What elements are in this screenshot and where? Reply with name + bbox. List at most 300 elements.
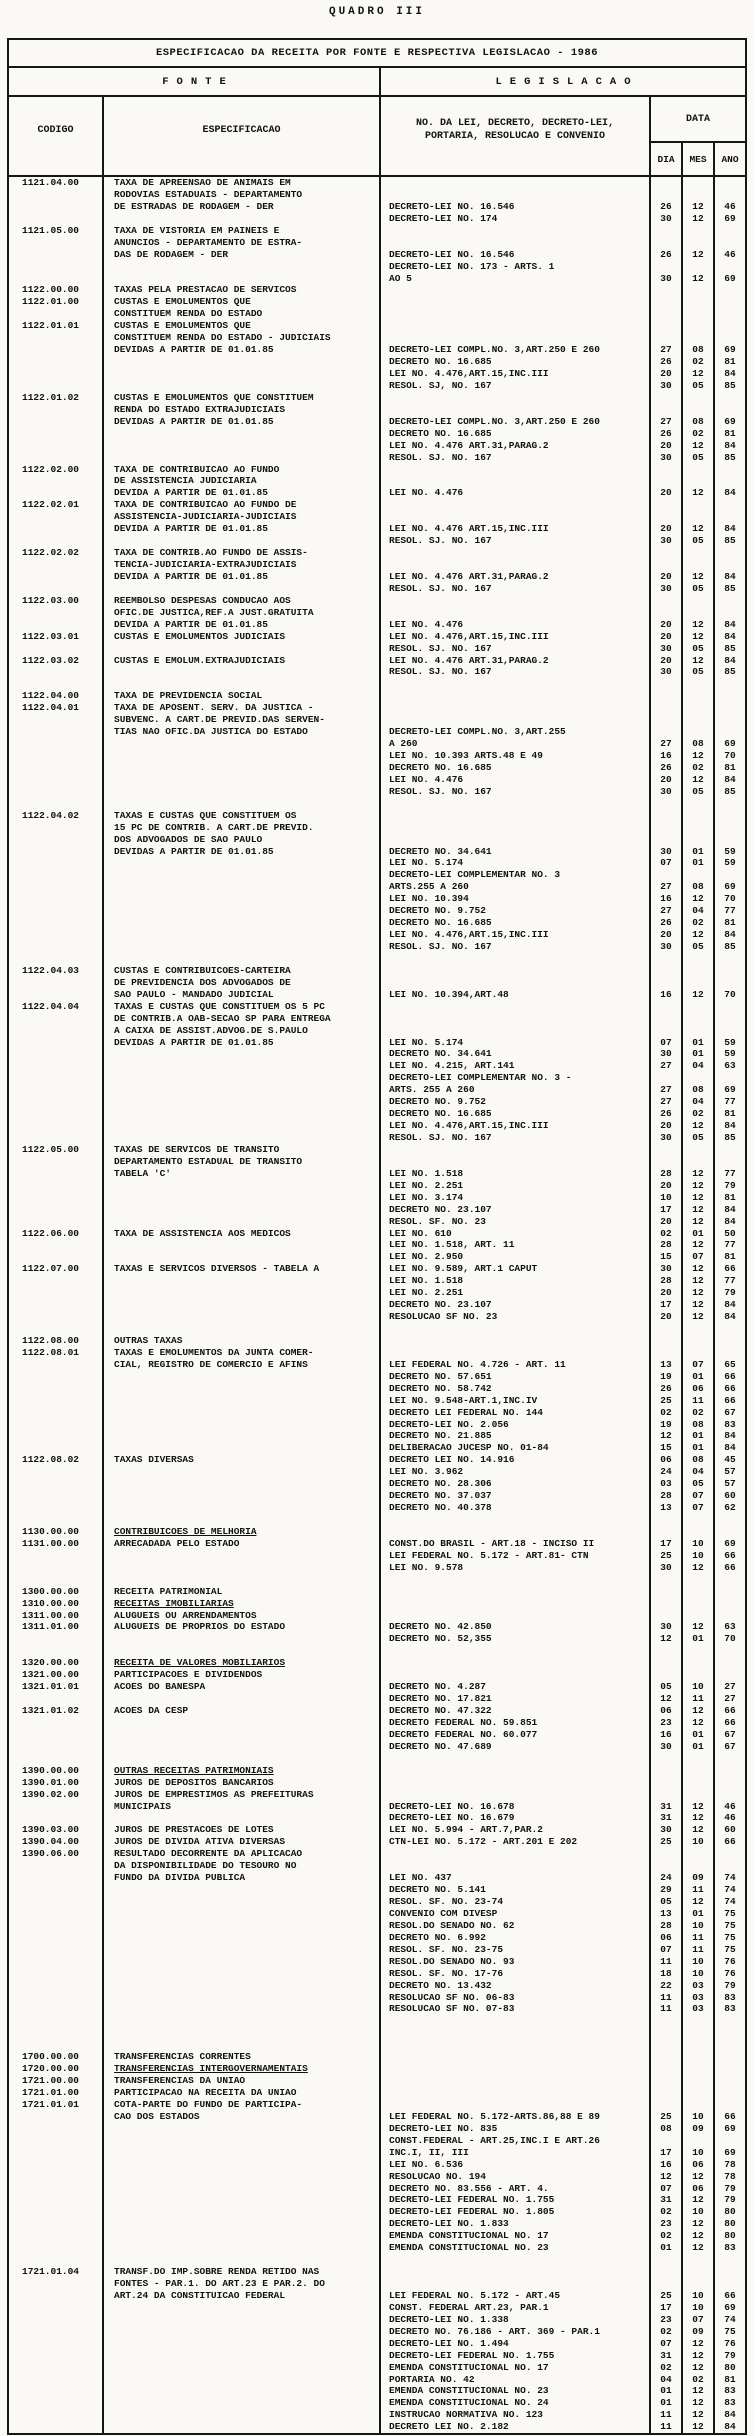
table-row [9,2159,745,2171]
ano-cell: 84 [724,618,736,630]
codigo-cell [9,1574,104,1586]
codigo-cell [9,1275,104,1287]
dia-cell: 24 [651,1466,683,1478]
mes-cell: 12 [683,2350,715,2362]
legislacao-cell: DECRETO NO. 16.685 [381,917,651,929]
legislacao-cell: LEI NO. 4.476 [381,487,651,499]
ano-cell [715,1144,745,1156]
codigo-cell: 1700.00.00 [9,2051,104,2063]
ano-cell [715,2135,745,2147]
codigo-cell [9,1359,104,1371]
codigo-cell [9,2027,104,2039]
legislacao-cell: RESOL. SJ. NO. 167 [381,535,651,547]
mes-cell: 12 [683,1120,715,1132]
legislacao-cell: DECRETO NO. 83.556 - ART. 4. [381,2183,651,2195]
mes-cell: 12 [683,774,715,786]
dia-cell [651,261,683,273]
mes-cell: 01 [683,1908,715,1920]
legislacao-cell: RESOL. SJ. NO. 167 [381,666,651,678]
especificacao-cell: DEVIDA A PARTIR DE 01.01.85 [104,619,381,631]
table-row [9,2111,745,2123]
dia-cell: 30 [651,846,683,858]
codigo-cell [9,1980,104,1992]
mes-cell: 12 [683,2397,715,2409]
ano-cell: 75 [724,1943,736,1955]
especificacao-cell [104,929,381,941]
mes-cell: 12 [683,273,715,285]
ano-cell: 69 [724,415,736,427]
dia-cell: 02 [651,2230,683,2242]
especificacao-cell: CIAL, REGISTRO DE COMERCIO E AFINS [104,1359,381,1371]
dia-cell: 23 [651,2218,683,2230]
table-row [9,726,745,738]
mes-cell: 05 [683,643,715,655]
ano-cell: 83 [724,2242,736,2254]
ano-cell: 79 [724,1979,736,1991]
legislacao-cell: DECRETO LEI NO. 14.916 [381,1454,651,1466]
especificacao-cell [104,1490,381,1502]
codigo-cell [9,1084,104,1096]
mes-cell [683,595,715,607]
especificacao-cell: DA DISPONIBILIDADE DO TESOURO NO [104,1860,381,1872]
codigo-cell [9,2183,104,2195]
legislacao-cell [381,332,651,344]
table-row [9,2147,745,2159]
codigo-cell [9,261,104,273]
ano-cell [715,1860,745,1872]
codigo-cell [9,1287,104,1299]
legislacao-cell: EMENDA CONSTITUCIONAL NO. 17 [381,2362,651,2374]
ano-cell: 59 [724,857,736,869]
legislacao-cell: DECRETO NO. 16.685 [381,762,651,774]
codigo-cell [9,380,104,392]
dia-cell [651,702,683,714]
especificacao-cell [104,869,381,881]
legislacao-cell [381,798,651,810]
ano-cell [715,2278,745,2290]
legislacao-cell: DECRETO NO. 47.689 [381,1741,651,1753]
table-row [9,846,745,858]
legislacao-cell [381,977,651,989]
mes-cell: 12 [683,1192,715,1204]
mes-cell: 07 [683,1502,715,1514]
codigo-cell [9,2123,104,2135]
especificacao-cell: CUSTAS E EMOLUMENTOS QUE [104,320,381,332]
ano-cell [715,1848,745,1860]
legislacao-cell: DECRETO NO. 4.287 [381,1681,651,1693]
dia-cell [651,1574,683,1586]
table-row [9,690,745,702]
mes-cell [683,2015,715,2027]
mes-cell [683,965,715,977]
especificacao-cell: DE ESTRADAS DE RODAGEM - DER [104,201,381,213]
table-row [9,1239,745,1251]
mes-cell [683,1789,715,1801]
especificacao-cell [104,2206,381,2218]
mes-cell [683,284,715,296]
dia-cell: 30 [651,583,683,595]
ano-cell: 66 [724,1549,736,1561]
table-row [9,905,745,917]
ano-cell: 65 [724,1358,736,1370]
ano-cell: 85 [724,941,736,952]
especificacao-cell: ARRECADADA PELO ESTADO [104,1538,381,1550]
dia-cell [651,977,683,989]
table-row [9,1419,745,1431]
especificacao-cell: CUSTAS E CONTRIBUICOES-CARTEIRA [104,965,381,977]
legislacao-cell: AO 5 [381,273,651,285]
table-row [9,1777,745,1789]
legislacao-cell [381,953,651,965]
table-row [9,2374,745,2386]
legislacao-cell [381,2015,651,2027]
table-row [9,1216,745,1228]
especificacao-cell [104,1442,381,1454]
ano-cell [715,237,745,249]
codigo-cell [9,571,104,583]
codigo-cell [9,308,104,320]
legislacao-cell: LEI FEDERAL NO. 5.172 - ART.45 [381,2290,651,2302]
mes-cell [683,607,715,619]
ano-cell: 84 [724,1311,736,1323]
legislacao-cell [381,1144,651,1156]
mes-cell [683,511,715,523]
dia-cell: 20 [651,655,683,667]
legislacao-cell: LEI NO. 4.476,ART.15,INC.III [381,929,651,941]
especificacao-cell [104,2374,381,2386]
especificacao-cell: RODOVIAS ESTADUAIS - DEPARTAMENTO [104,189,381,201]
table-row [9,2397,745,2409]
table-row [9,941,745,953]
codigo-cell [9,189,104,201]
dia-cell [651,404,683,416]
dia-cell: 07 [651,2183,683,2195]
ano-cell [715,1335,745,1347]
especificacao-cell [104,2397,381,2409]
dia-cell: 11 [651,1992,683,2004]
dia-cell [651,810,683,822]
codigo-cell [9,881,104,893]
especificacao-cell: DEVIDA A PARTIR DE 01.01.85 [104,523,381,535]
mes-cell [683,1574,715,1586]
codigo-cell [9,846,104,858]
especificacao-cell [104,273,381,285]
legislacao-cell [381,607,651,619]
dia-cell: 20 [651,1216,683,1228]
especificacao-cell: TAXAS DE SERVICOS DE TRANSITO [104,1144,381,1156]
legislacao-cell [381,320,651,332]
table-row [9,2338,745,2350]
ano-cell: 69 [724,2301,736,2313]
legislacao-cell: DECRETO NO. 9.752 [381,1096,651,1108]
table-row [9,2087,745,2099]
ano-cell: 67 [724,1728,736,1740]
mes-cell [683,1669,715,1681]
especificacao-cell [104,2338,381,2350]
mes-cell: 11 [683,1395,715,1407]
ano-cell: 67 [724,1406,736,1418]
dia-cell [651,296,683,308]
especificacao-cell [104,1550,381,1562]
ano-cell: 83 [724,2397,736,2409]
especificacao-cell [104,2218,381,2230]
codigo-cell [9,1048,104,1060]
mes-cell: 12 [683,1824,715,1836]
ano-cell: 69 [724,344,736,356]
dia-cell: 23 [651,2314,683,2326]
mes-cell [683,1335,715,1347]
dia-cell: 06 [651,1454,683,1466]
mes-cell: 12 [683,249,715,261]
codigo-cell [9,1992,104,2004]
ano-cell: 83 [724,1418,736,1430]
legislacao-cell: DECRETO-LEI NO. 16.678 [381,1801,651,1813]
table-row [9,2266,745,2278]
ano-cell [715,822,745,834]
table-row [9,702,745,714]
legislacao-cell [381,2039,651,2051]
codigo-cell [9,213,104,225]
legislacao-cell: RESOL. SJ. NO. 167 [381,643,651,655]
table-row [9,2015,745,2027]
especificacao-cell: SUBVENC. A CART.DE PREVID.DAS SERVEN- [104,714,381,726]
mes-cell [683,320,715,332]
ano-cell [715,690,745,702]
codigo-cell [9,1968,104,1980]
codigo-cell [9,619,104,631]
dia-cell [651,547,683,559]
ano-cell [715,189,745,201]
legislacao-cell [381,1777,651,1789]
especificacao-cell: DEVIDAS A PARTIR DE 01.01.85 [104,416,381,428]
mes-cell [683,1025,715,1037]
ano-cell [715,320,745,332]
legislacao-cell [381,296,651,308]
codigo-cell [9,1633,104,1645]
dia-cell [651,392,683,404]
table-row [9,1884,745,1896]
codigo-cell: 1122.08.00 [9,1335,104,1347]
legislacao-cell: LEI NO. 6.536 [381,2159,651,2171]
especificacao-cell [104,1729,381,1741]
dia-cell: 26 [651,201,683,213]
codigo-cell: 1121.04.00 [9,177,104,189]
codigo-cell [9,714,104,726]
dia-cell: 30 [651,1048,683,1060]
dia-cell [651,822,683,834]
dia-cell: 24 [651,1872,683,1884]
dia-cell: 31 [651,1801,683,1813]
dia-cell: 20 [651,1120,683,1132]
ano-cell [715,2063,745,2075]
ano-cell: 84 [724,929,736,941]
mes-cell [683,2135,715,2147]
especificacao-cell: TENCIA-JUDICIARIA-EXTRAJUDICIAIS [104,559,381,571]
ano-cell: 84 [724,1430,736,1442]
mes-cell [683,1156,715,1168]
legislacao-cell: DECRETO NO. 37.037 [381,1490,651,1502]
mes-cell [683,810,715,822]
table-row [9,1466,745,1478]
codigo-cell [9,2230,104,2242]
codigo-cell [9,798,104,810]
mes-cell: 12 [683,571,715,583]
table-row [9,2027,745,2039]
mes-cell: 10 [683,1920,715,1932]
mes-cell: 10 [683,2111,715,2123]
table-row [9,1944,745,1956]
legislacao-cell: DECRETO-LEI NO. 173 - ARTS. 1 [381,261,651,273]
legislacao-cell: DECRETO NO. 21.885 [381,1430,651,1442]
especificacao-cell [104,1084,381,1096]
mes-cell: 04 [683,1060,715,1072]
codigo-cell [9,2338,104,2350]
legislacao-cell [381,834,651,846]
especificacao-cell: TABELA 'C' [104,1168,381,1180]
especificacao-cell: CUSTAS E EMOLUM.EXTRAJUDICIAIS [104,655,381,667]
dia-cell: 20 [651,1180,683,1192]
ano-cell: 66 [724,1716,736,1728]
codigo-cell: 1122.06.00 [9,1228,104,1240]
codigo-cell [9,2374,104,2386]
table-row [9,571,745,583]
dia-cell [651,499,683,511]
especificacao-cell: TAXA DE PREVIDENCIA SOCIAL [104,690,381,702]
table-row [9,1263,745,1275]
especificacao-cell [104,535,381,547]
mes-cell: 11 [683,1884,715,1896]
legislacao-cell: DECRETO NO. 16.685 [381,356,651,368]
ano-cell: 69 [724,1084,736,1096]
legislacao-cell [381,189,651,201]
dia-cell: 25 [651,1395,683,1407]
mes-cell: 12 [683,440,715,452]
legislacao-cell [381,511,651,523]
table-row [9,1192,745,1204]
mes-cell [683,690,715,702]
ano-cell: 84 [724,570,736,582]
especificacao-cell [104,428,381,440]
legislacao-cell [381,2266,651,2278]
dia-cell: 20 [651,487,683,499]
legislacao-cell [381,1526,651,1538]
codigo-cell [9,2206,104,2218]
mes-cell: 07 [683,2314,715,2326]
especificacao-cell: TAXAS DIVERSAS [104,1454,381,1466]
table-row [9,2003,745,2015]
especificacao-cell [104,1419,381,1431]
dia-cell: 01 [651,2242,683,2254]
table-row [9,1371,745,1383]
especificacao-cell: RECEITAS IMOBILIARIAS [104,1598,381,1610]
mes-cell: 01 [683,1048,715,1060]
legislacao-cell [381,1574,651,1586]
table-row [9,249,745,261]
ano-cell [715,953,745,965]
table-row [9,643,745,655]
dia-cell: 30 [651,666,683,678]
especificacao-cell [104,1812,381,1824]
dia-cell: 27 [651,344,683,356]
mes-cell: 06 [683,2159,715,2171]
codigo-cell: 1122.04.00 [9,690,104,702]
mes-cell [683,1753,715,1765]
table-row [9,2039,745,2051]
ano-cell [715,1753,745,1765]
especificacao-cell: CONTRIBUICOES DE MELHORIA [104,1526,381,1538]
legislacao-cell: DECRETO-LEI NO. 16.679 [381,1812,651,1824]
legislacao-cell: DECRETO-LEI NO. 835 [381,2123,651,2135]
dia-cell [651,726,683,738]
codigo-cell [9,2350,104,2362]
especificacao-cell [104,1216,381,1228]
table-row [9,786,745,798]
especificacao-cell: TRANSFERENCIAS INTERGOVERNAMENTAIS [104,2063,381,2075]
dia-cell: 13 [651,1908,683,1920]
ano-cell [715,2099,745,2111]
table-row [9,284,745,296]
especificacao-cell [104,2314,381,2326]
mes-cell: 10 [683,2290,715,2302]
dia-cell: 30 [651,380,683,392]
dia-cell [651,1657,683,1669]
ano-cell [715,1574,745,1586]
dia-cell [651,2075,683,2087]
legislacao-cell: RESOL. SF. NO. 23-74 [381,1896,651,1908]
dia-cell: 26 [651,428,683,440]
especificacao-cell: FONTES - PAR.1. DO ART.23 E PAR.2. DO [104,2278,381,2290]
ano-cell: 69 [724,2122,736,2134]
table-row [9,1084,745,1096]
dia-cell: 20 [651,929,683,941]
ano-cell [715,965,745,977]
mes-cell [683,834,715,846]
mes-cell: 10 [683,2147,715,2159]
dia-cell: 11 [651,2003,683,2015]
legislacao-cell [381,1013,651,1025]
table-row [9,1896,745,1908]
mes-cell [683,2051,715,2063]
mes-cell [683,2075,715,2087]
legislacao-cell: LEI NO. 3.962 [381,1466,651,1478]
table-row [9,1669,745,1681]
codigo-cell [9,1323,104,1335]
ano-cell [715,1777,745,1789]
codigo-cell: 1122.02.00 [9,464,104,476]
codigo-cell [9,738,104,750]
codigo-cell: 1390.04.00 [9,1836,104,1848]
dia-cell: 26 [651,1383,683,1395]
codigo-cell [9,2254,104,2266]
especificacao-cell [104,1502,381,1514]
table-row [9,619,745,631]
ano-cell: 76 [724,1955,736,1967]
legislacao-cell: LEI NO. 5.174 [381,1037,651,1049]
legislacao-cell: DECRETO-LEI FEDERAL NO. 1.805 [381,2206,651,2218]
codigo-cell [9,941,104,953]
table-row [9,416,745,428]
legislacao-cell: DECRETO NO. 9.752 [381,905,651,917]
ano-cell: 77 [724,905,736,917]
dia-cell: 27 [651,1084,683,1096]
table-row [9,607,745,619]
codigo-cell [9,2326,104,2338]
especificacao-cell: ALUGUEIS OU ARRENDAMENTOS [104,1610,381,1622]
especificacao-cell [104,1932,381,1944]
table-row [9,595,745,607]
especificacao-cell [104,452,381,464]
legislacao-cell: DECRETO NO. 16.685 [381,428,651,440]
